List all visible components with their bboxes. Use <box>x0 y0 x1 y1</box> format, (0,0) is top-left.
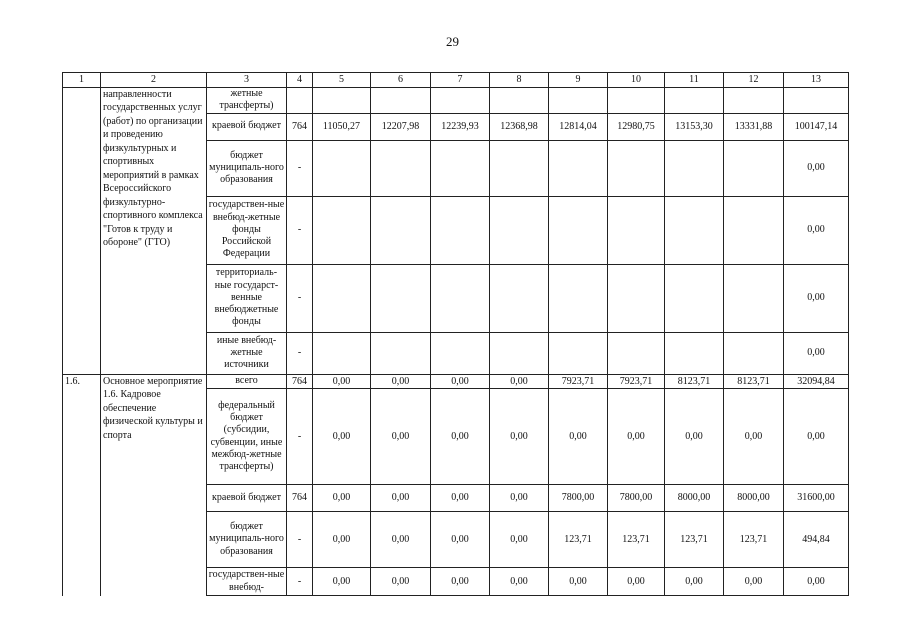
total-value-cell: 0,00 <box>784 196 849 264</box>
header-cell: 2 <box>101 73 207 88</box>
table-row <box>63 87 849 113</box>
year-value-cell <box>665 332 724 374</box>
total-value-cell: 31600,00 <box>784 485 849 512</box>
year-value-cell <box>608 264 665 332</box>
year-value-cell: 0,00 <box>431 512 490 568</box>
year-value-cell <box>431 332 490 374</box>
year-value-cell: 8123,71 <box>724 374 784 389</box>
year-value-cell: 0,00 <box>371 568 431 596</box>
year-value-cell <box>431 196 490 264</box>
header-cell: 5 <box>313 73 371 88</box>
year-value-cell: 0,00 <box>431 568 490 596</box>
header-cell: 10 <box>608 73 665 88</box>
year-value-cell <box>490 196 549 264</box>
year-value-cell <box>724 196 784 264</box>
total-value-cell: 494,84 <box>784 512 849 568</box>
year-value-cell <box>665 196 724 264</box>
year-value-cell: 123,71 <box>724 512 784 568</box>
year-value-cell <box>431 264 490 332</box>
year-value-cell: 0,00 <box>371 485 431 512</box>
year-value-cell <box>490 87 549 113</box>
year-value-cell: 0,00 <box>549 389 608 485</box>
funding-source-cell: федеральный бюджет (субсидии, субвенции, иные межбюд-жетные трансферты) <box>207 389 287 485</box>
year-value-cell <box>608 332 665 374</box>
header-cell: 4 <box>287 73 313 88</box>
year-value-cell <box>313 332 371 374</box>
year-value-cell <box>549 196 608 264</box>
year-value-cell: 123,71 <box>665 512 724 568</box>
total-value-cell: 0,00 <box>784 568 849 596</box>
year-value-cell <box>608 140 665 196</box>
funding-source-cell: территориаль-ные государст-венные внебюджетные фонды <box>207 264 287 332</box>
year-value-cell: 0,00 <box>490 374 549 389</box>
funding-source-cell: государствен-ные внебюд- <box>207 568 287 596</box>
year-value-cell <box>665 87 724 113</box>
code-cell: 764 <box>287 485 313 512</box>
table-row <box>63 374 849 389</box>
year-value-cell <box>313 196 371 264</box>
year-value-cell <box>549 264 608 332</box>
funding-source-cell: жетные трансферты) <box>207 87 287 113</box>
year-value-cell: 0,00 <box>313 485 371 512</box>
header-cell: 3 <box>207 73 287 88</box>
header-cell: 11 <box>665 73 724 88</box>
header-cell: 12 <box>724 73 784 88</box>
year-value-cell <box>665 140 724 196</box>
year-value-cell: 123,71 <box>608 512 665 568</box>
year-value-cell: 8123,71 <box>665 374 724 389</box>
total-value-cell: 0,00 <box>784 332 849 374</box>
funding-source-cell: государствен-ные внебюд-жетные фонды Российской Федерации <box>207 196 287 264</box>
funding-source-cell: краевой бюджет <box>207 113 287 140</box>
year-value-cell: 13331,88 <box>724 113 784 140</box>
year-value-cell: 7800,00 <box>549 485 608 512</box>
year-value-cell: 0,00 <box>665 568 724 596</box>
funding-source-cell: всего <box>207 374 287 389</box>
year-value-cell <box>371 140 431 196</box>
total-value-cell: 100147,14 <box>784 113 849 140</box>
year-value-cell <box>724 332 784 374</box>
header-row <box>63 73 849 88</box>
year-value-cell <box>608 196 665 264</box>
year-value-cell: 7800,00 <box>608 485 665 512</box>
code-cell: 764 <box>287 113 313 140</box>
year-value-cell: 0,00 <box>431 374 490 389</box>
year-value-cell <box>371 332 431 374</box>
year-value-cell <box>665 264 724 332</box>
table-body <box>63 73 849 596</box>
year-value-cell: 7923,71 <box>608 374 665 389</box>
year-value-cell: 0,00 <box>608 568 665 596</box>
year-value-cell <box>371 87 431 113</box>
funding-source-cell: бюджет муниципаль-ного образования <box>207 512 287 568</box>
total-value-cell <box>784 87 849 113</box>
year-value-cell <box>549 332 608 374</box>
year-value-cell: 12368,98 <box>490 113 549 140</box>
funding-source-cell: иные внебюд-жетные источники <box>207 332 287 374</box>
item-description-cell: Основное мероприятие 1.6. Кадровое обеспечение физической культуры и спорта <box>101 374 207 596</box>
page-number: 29 <box>446 34 459 49</box>
year-value-cell: 0,00 <box>371 374 431 389</box>
funding-source-cell: бюджет муниципаль-ного образования <box>207 140 287 196</box>
year-value-cell: 12207,98 <box>371 113 431 140</box>
year-value-cell <box>490 332 549 374</box>
total-value-cell: 0,00 <box>784 389 849 485</box>
year-value-cell: 12814,04 <box>549 113 608 140</box>
code-cell: - <box>287 140 313 196</box>
header-cell: 9 <box>549 73 608 88</box>
header-cell: 13 <box>784 73 849 88</box>
year-value-cell: 0,00 <box>549 568 608 596</box>
year-value-cell: 0,00 <box>724 389 784 485</box>
year-value-cell: 0,00 <box>371 512 431 568</box>
code-cell: - <box>287 264 313 332</box>
budget-table <box>62 72 849 596</box>
item-description-cell: направленности государственных услуг (работ) по организации и проведению физкультурных и спортивных мероприятий в рамках Всероссийского физкультурно-спортивного комплекса "Готов к труду и обороне" (ГТО) <box>101 87 207 374</box>
year-value-cell: 0,00 <box>724 568 784 596</box>
header-cell: 7 <box>431 73 490 88</box>
year-value-cell: 0,00 <box>313 389 371 485</box>
year-value-cell <box>371 196 431 264</box>
year-value-cell: 11050,27 <box>313 113 371 140</box>
code-cell <box>287 87 313 113</box>
year-value-cell: 0,00 <box>490 485 549 512</box>
year-value-cell: 0,00 <box>665 389 724 485</box>
year-value-cell <box>724 87 784 113</box>
code-cell: - <box>287 332 313 374</box>
year-value-cell: 12980,75 <box>608 113 665 140</box>
code-cell: - <box>287 568 313 596</box>
year-value-cell: 0,00 <box>490 512 549 568</box>
year-value-cell <box>313 140 371 196</box>
year-value-cell: 0,00 <box>313 568 371 596</box>
year-value-cell <box>431 87 490 113</box>
year-value-cell: 0,00 <box>490 389 549 485</box>
year-value-cell: 0,00 <box>431 485 490 512</box>
item-number-cell: 1.6. <box>63 374 101 596</box>
year-value-cell: 0,00 <box>431 389 490 485</box>
year-value-cell: 8000,00 <box>665 485 724 512</box>
code-cell: - <box>287 512 313 568</box>
item-number-cell <box>63 87 101 374</box>
year-value-cell: 0,00 <box>371 389 431 485</box>
year-value-cell <box>313 264 371 332</box>
year-value-cell <box>313 87 371 113</box>
year-value-cell <box>724 140 784 196</box>
year-value-cell <box>490 264 549 332</box>
header-cell: 1 <box>63 73 101 88</box>
year-value-cell <box>431 140 490 196</box>
header-cell: 6 <box>371 73 431 88</box>
year-value-cell: 13153,30 <box>665 113 724 140</box>
year-value-cell <box>608 87 665 113</box>
year-value-cell: 0,00 <box>608 389 665 485</box>
year-value-cell: 0,00 <box>313 512 371 568</box>
year-value-cell: 123,71 <box>549 512 608 568</box>
year-value-cell: 0,00 <box>313 374 371 389</box>
header-cell: 8 <box>490 73 549 88</box>
year-value-cell: 7923,71 <box>549 374 608 389</box>
code-cell: - <box>287 389 313 485</box>
year-value-cell <box>490 140 549 196</box>
year-value-cell <box>724 264 784 332</box>
total-value-cell: 0,00 <box>784 264 849 332</box>
year-value-cell: 8000,00 <box>724 485 784 512</box>
code-cell: - <box>287 196 313 264</box>
year-value-cell: 0,00 <box>490 568 549 596</box>
code-cell: 764 <box>287 374 313 389</box>
total-value-cell: 0,00 <box>784 140 849 196</box>
year-value-cell <box>549 140 608 196</box>
year-value-cell: 12239,93 <box>431 113 490 140</box>
funding-source-cell: краевой бюджет <box>207 485 287 512</box>
total-value-cell: 32094,84 <box>784 374 849 389</box>
year-value-cell <box>549 87 608 113</box>
year-value-cell <box>371 264 431 332</box>
